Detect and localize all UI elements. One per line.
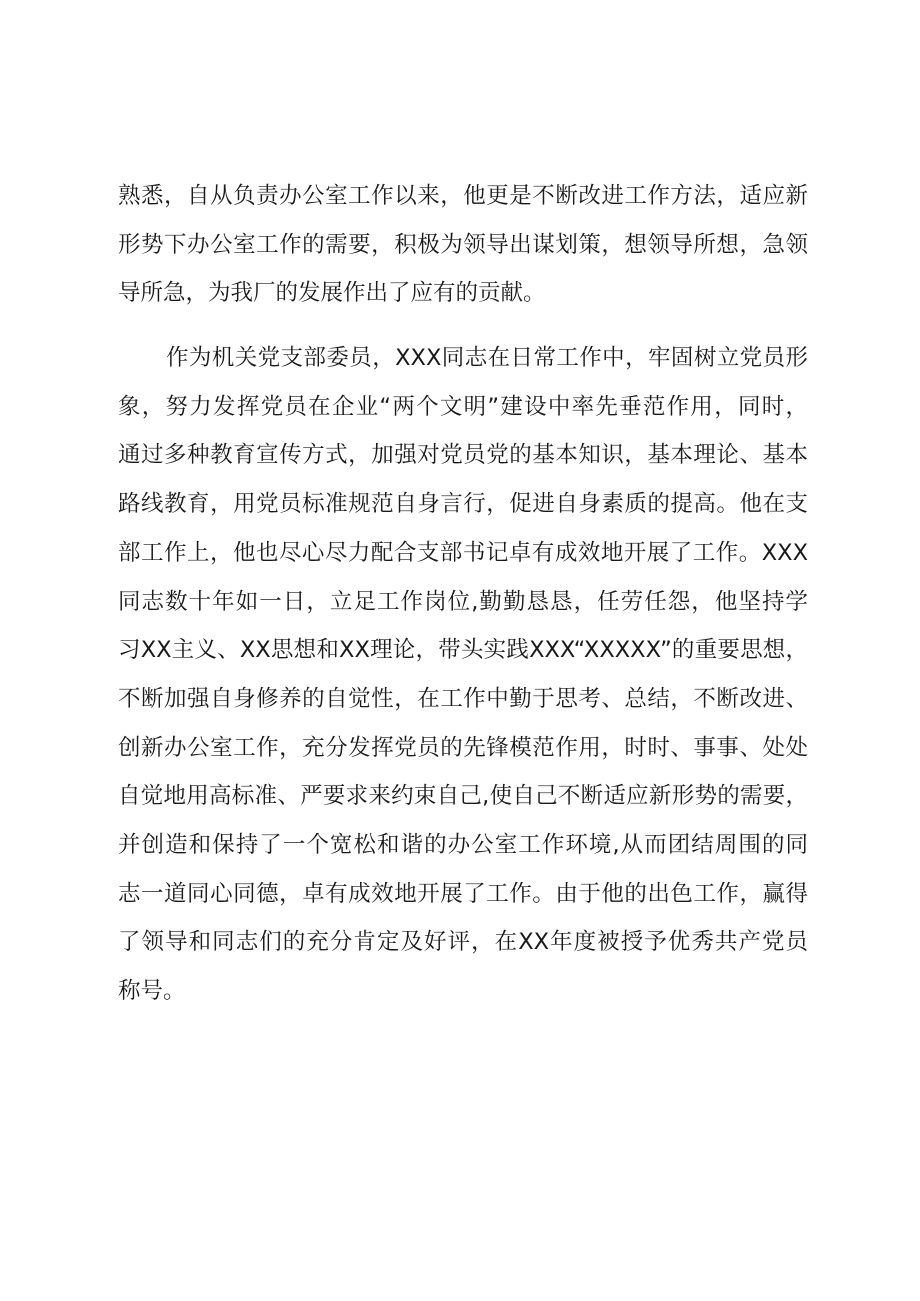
- text-line: 形势下办公室工作的需要，积极为领导出谋划策，想领导所想，急领: [118, 231, 808, 258]
- text-line: 部工作上，他也尽心尽力配合支部书记卓有成效地开展了工作。XXX: [118, 539, 808, 566]
- text-line: 创新办公室工作，充分发挥党员的先锋模范作用，时时、事事、处处: [118, 734, 808, 761]
- text-line: 同志数十年如一日，立足工作岗位,勤勤恳恳，任劳任怨，他坚持学: [118, 588, 808, 615]
- text-line: 习XX主义、XX思想和XX理论，带头实践XXX“XXXXX”的重要思想，: [118, 637, 808, 664]
- document-body: [118, 172, 808, 1016]
- text-line: 导所急，为我厂的发展作出了应有的贡献。: [118, 280, 546, 307]
- text-line: 作为机关党支部委员，XXX同志在日常工作中，牢固树立党员形: [166, 345, 808, 372]
- text-line: 自觉地用高标准、严要求来约束自己,使自己不断适应新形势的需要，: [118, 783, 808, 810]
- text-line: 象，努力发挥党员在企业“两个文明”建设中率先垂范作用，同时，: [118, 393, 808, 420]
- text-line: 并创造和保持了一个宽松和谐的办公室工作环境,从而团结周围的同: [118, 831, 808, 858]
- text-line: 了领导和同志们的充分肯定及好评，在XX年度被授予优秀共产党员: [118, 929, 808, 956]
- text-line: 不断加强自身修养的自觉性，在工作中勤于思考、总结，不断改进、: [118, 685, 808, 712]
- paragraph-gap: [118, 318, 808, 334]
- text-line: 通过多种教育宣传方式，加强对党员党的基本知识，基本理论、基本: [118, 442, 808, 469]
- text-line: 志一道同心同德，卓有成效地开展了工作。由于他的出色工作，赢得: [118, 880, 808, 907]
- paragraph-1: [118, 172, 808, 318]
- text-line: 熟悉，自从负责办公室工作以来，他更是不断改进工作方法，适应新: [118, 183, 808, 209]
- text-line: 路线教育，用党员标准规范自身言行，促进自身素质的提高。他在支: [118, 491, 808, 518]
- text-line: 称号。: [118, 978, 186, 1004]
- paragraph-2: [118, 334, 808, 1016]
